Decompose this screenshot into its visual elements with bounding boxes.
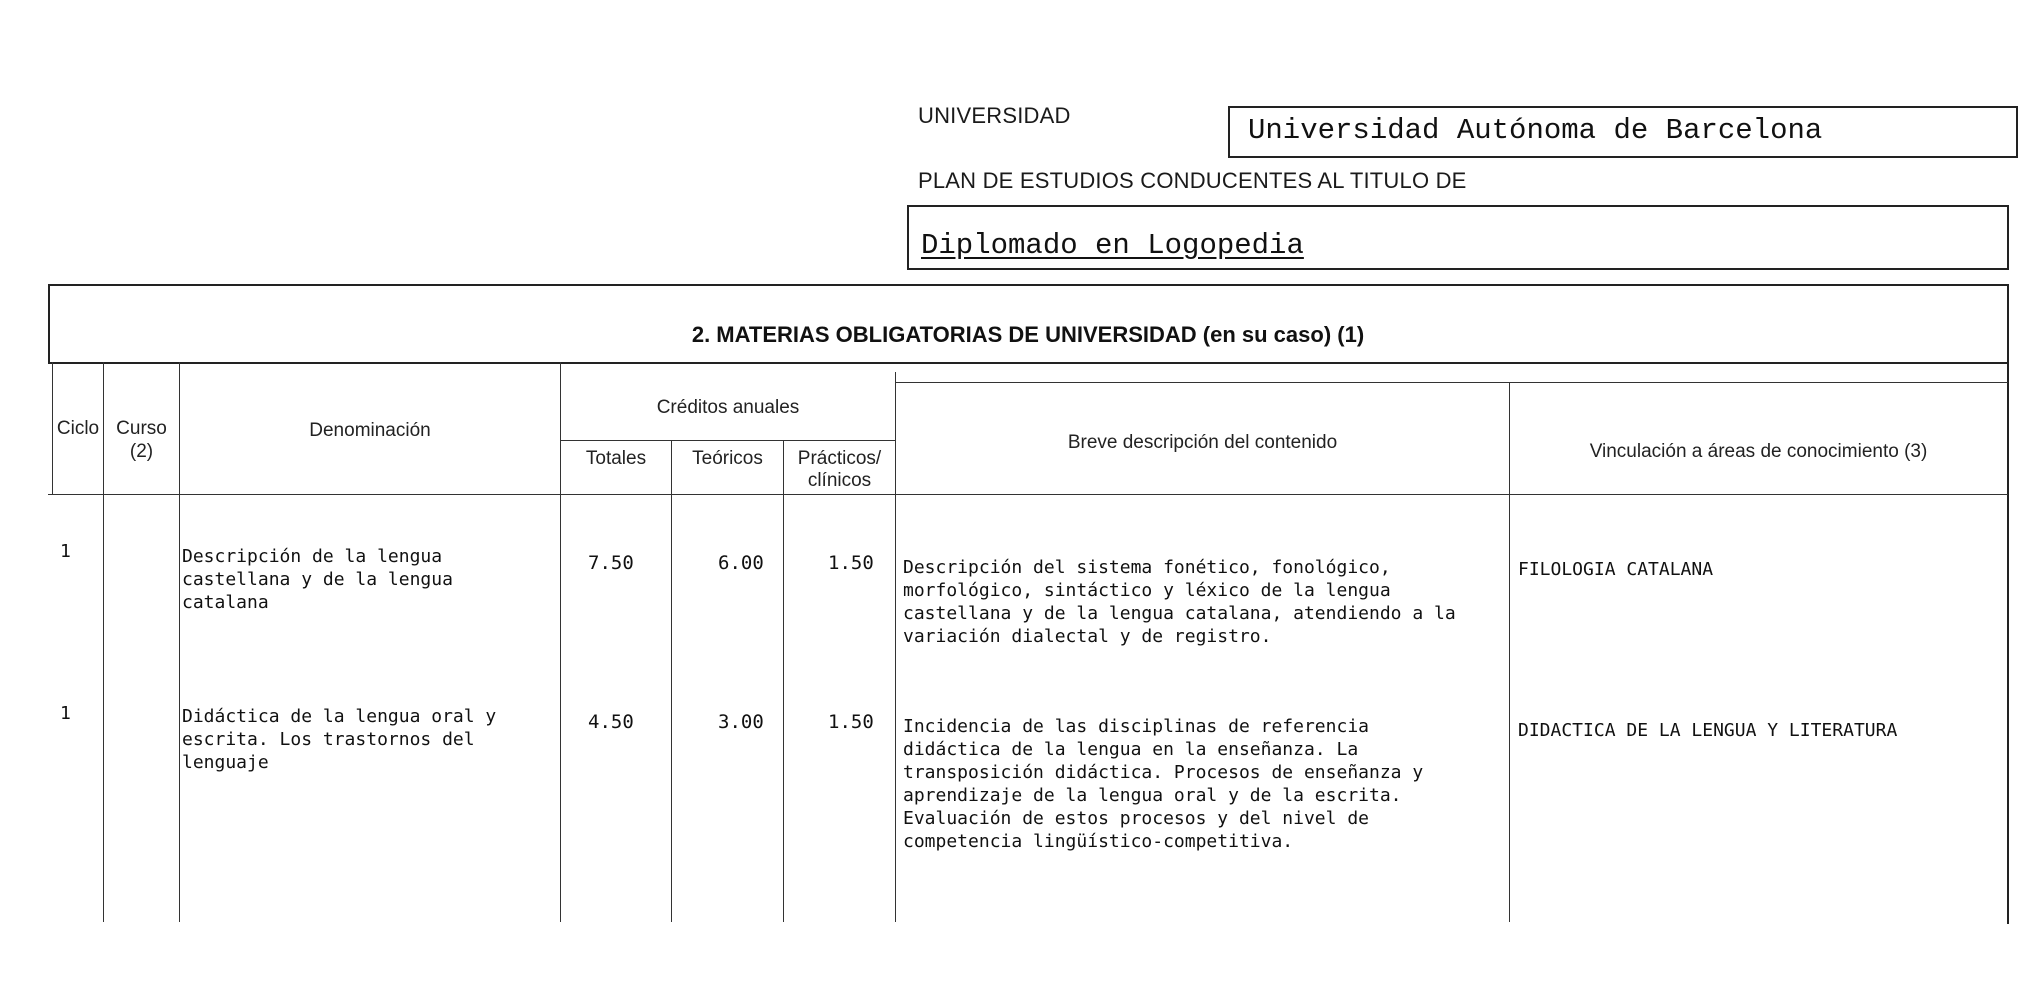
plan-label: PLAN DE ESTUDIOS CONDUCENTES AL TITULO DE: [918, 168, 1467, 193]
university-label: UNIVERSIDAD: [918, 103, 1071, 128]
col-header-ciclo: Ciclo: [56, 418, 100, 439]
col-sep-teoricos: [671, 440, 672, 922]
col-sep-descripcion: [895, 372, 896, 922]
table-top-border: [48, 284, 2008, 286]
section-title: 2. MATERIAS OBLIGATORIAS DE UNIVERSIDAD (en su caso) (1): [691, 322, 1365, 347]
row-1-ciclo: 1: [60, 541, 71, 562]
row-2-totales: 4.50: [588, 711, 634, 733]
col-header-clinicos: clínicos: [807, 470, 872, 491]
col-sep-practicos: [783, 440, 784, 922]
table-right-border: [2007, 284, 2009, 924]
desc-header-top-line: [895, 382, 2008, 383]
row-2-denominacion: Didáctica de la lengua oral y escrita. Los trastornos del lenguaje: [182, 706, 497, 773]
row-2-practicos: 1.50: [828, 711, 874, 733]
row-1-teoricos: 6.00: [718, 552, 764, 574]
row-1-descripcion: Descripción del sistema fonético, fonológico, morfológico, sintáctico y léxico de la lengua castellana y de la lengua catalana, atendiendo a la variación dialectal y de registro.: [903, 557, 1456, 647]
row-2-teoricos: 3.00: [718, 711, 764, 733]
col-header-teoricos: Teóricos: [692, 448, 763, 469]
university-field: [1228, 106, 2018, 158]
row-1-practicos: 1.50: [828, 552, 874, 574]
row-2-ciclo: 1: [60, 703, 71, 724]
col-header-practicos: Prácticos/: [797, 448, 882, 469]
col-header-vinculacion: Vinculación a áreas de conocimiento (3): [1589, 441, 1928, 462]
university-value: Universidad Autónoma de Barcelona: [1248, 114, 1823, 147]
creditos-subheader-line: [560, 440, 896, 441]
row-2-descripcion: Incidencia de las disciplinas de referencia didáctica de la lengua en la enseñanza. La transposición didáctica. Procesos de enseñanza y aprendizaje de la lengua oral y de la escrita. Evaluación de estos procesos y del nivel de competencia lingüístico-competitiva.: [903, 716, 1424, 852]
col-sep-denominacion: [179, 362, 180, 922]
title-value: Diplomado en Logopedia: [921, 229, 1304, 262]
section-title-bottom-border: [48, 362, 2008, 364]
col-header-curso: Curso: [116, 418, 167, 439]
header-bottom-line: [48, 494, 2008, 495]
col-header-denominacion: Denominación: [309, 420, 431, 441]
row-2-vinculacion: DIDACTICA DE LA LENGUA Y LITERATURA: [1518, 720, 1898, 741]
col-sep-totales: [560, 362, 561, 922]
col-sep-vinculacion: [1509, 382, 1510, 922]
col-header-creditos: Créditos anuales: [656, 397, 800, 418]
row-1-denominacion: Descripción de la lengua castellana y de la lengua catalana: [182, 546, 453, 613]
row-1-totales: 7.50: [588, 552, 634, 574]
title-field: [907, 205, 2009, 270]
row-1-vinculacion: FILOLOGIA CATALANA: [1518, 559, 1714, 580]
col-header-descripcion: Breve descripción del contenido: [1067, 432, 1338, 453]
col-header-totales: Totales: [585, 448, 647, 469]
col-header-curso-note: (2): [129, 441, 154, 462]
